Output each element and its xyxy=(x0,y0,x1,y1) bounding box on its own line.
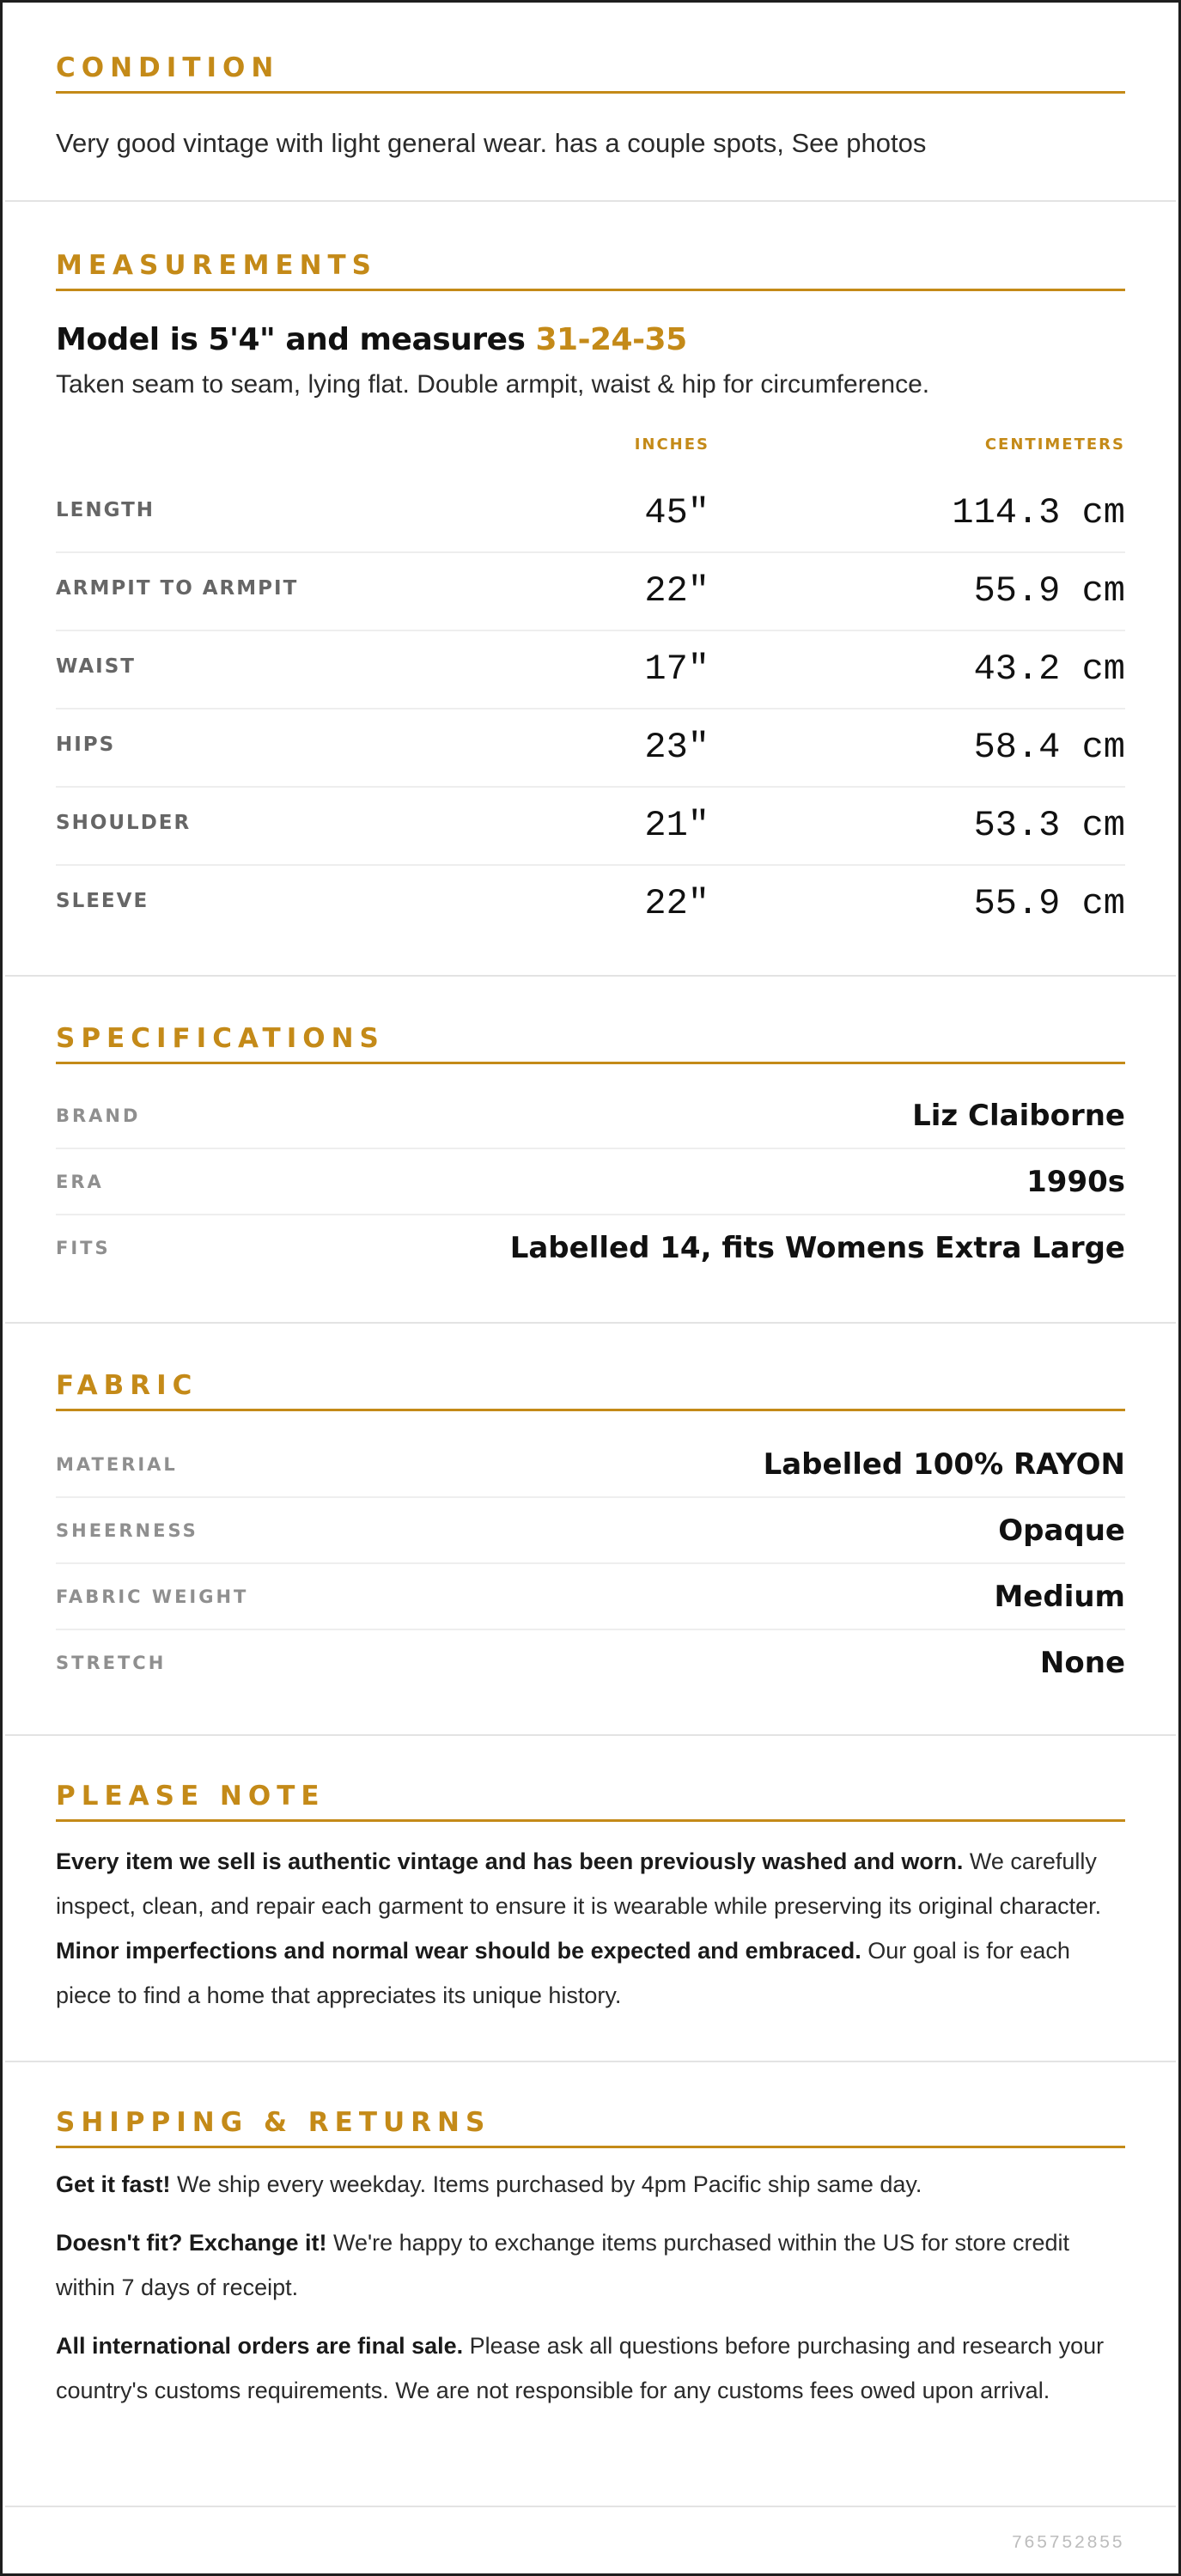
shipping-fast-text: We ship every weekday. Items purchased by 4pm Pacific ship same day. xyxy=(170,2171,922,2197)
measurement-label: SHOULDER xyxy=(56,812,192,834)
fabric-label: STRETCH xyxy=(56,1653,167,1673)
measurement-row-length xyxy=(56,475,1125,553)
spec-value: Liz Claiborne xyxy=(912,1099,1125,1133)
shipping-fast-bold: Get it fast! xyxy=(56,2171,171,2197)
shipping-international-bold: All international orders are final sale. xyxy=(56,2333,464,2359)
spec-value: 1990s xyxy=(1026,1165,1125,1199)
measurement-row-shoulder xyxy=(56,788,1125,866)
condition-text: Very good vintage with light general wear. has a couple spots, See photos xyxy=(56,128,927,158)
col-header-inches: INCHES xyxy=(634,435,709,454)
fabric-row-material xyxy=(56,1432,1125,1498)
specifications-heading: SPECIFICATIONS xyxy=(56,1020,1125,1064)
fabric-value: Opaque xyxy=(998,1513,1125,1548)
measurement-inches: 45" xyxy=(644,492,709,533)
measurement-label: HIPS xyxy=(56,734,116,756)
measurement-cm: 58.4 cm xyxy=(973,727,1125,768)
measurement-label: WAIST xyxy=(56,655,136,678)
measurement-label: ARMPIT TO ARMPIT xyxy=(56,577,299,600)
please-note-text-1: We carefully inspect, clean, and repair each garment to ensure it is wearable while preserving its original character. xyxy=(56,1848,1102,1919)
spec-label: ERA xyxy=(56,1172,104,1192)
spec-label: BRAND xyxy=(56,1105,141,1126)
condition-section xyxy=(5,3,1176,202)
measurement-inches: 22" xyxy=(644,570,709,612)
measurement-cm: 55.9 cm xyxy=(973,883,1125,924)
model-numbers: 31-24-35 xyxy=(535,322,687,357)
measurement-row-hips xyxy=(56,709,1125,788)
please-note-section xyxy=(5,1736,1176,2062)
spec-value: Labelled 14, fits Womens Extra Large xyxy=(509,1231,1125,1265)
measurement-inches: 17" xyxy=(644,649,709,690)
shipping-fast xyxy=(56,2162,1125,2207)
fabric-row-stretch xyxy=(56,1630,1125,1696)
measurement-inches: 23" xyxy=(644,727,709,768)
measurements-heading: MEASUREMENTS xyxy=(56,247,1125,291)
measurement-label: LENGTH xyxy=(56,499,155,521)
model-prefix: Model is 5'4" and measures xyxy=(56,322,536,357)
shipping-heading: SHIPPING & RETURNS xyxy=(56,2104,1125,2148)
measurement-cm: 114.3 cm xyxy=(952,492,1125,533)
fabric-value: Medium xyxy=(994,1580,1125,1614)
measurement-inches: 22" xyxy=(644,883,709,924)
measurement-row-armpit xyxy=(56,553,1125,631)
please-note-bold-1: Every item we sell is authentic vintage and has been previously washed and worn. xyxy=(56,1848,964,1874)
shipping-exchange xyxy=(56,2220,1125,2310)
shipping-international-text: Please ask all questions before purchasing and research your country's customs requirements. We are not responsible for any customs fees owed upon arrival. xyxy=(56,2333,1105,2403)
measurements-note: Taken seam to seam, lying flat. Double armpit, waist & hip for circumference. xyxy=(56,370,930,399)
spec-label: FITS xyxy=(56,1238,111,1258)
fabric-value: Labelled 100% RAYON xyxy=(763,1447,1125,1482)
spec-row-brand xyxy=(56,1083,1125,1149)
fabric-row-weight xyxy=(56,1564,1125,1630)
measurement-row-waist xyxy=(56,631,1125,709)
model-measurements xyxy=(56,322,687,357)
measurement-inches: 21" xyxy=(644,805,709,846)
measurements-section xyxy=(5,202,1176,977)
shipping-international xyxy=(56,2323,1125,2413)
measurement-cm: 43.2 cm xyxy=(973,649,1125,690)
shipping-exchange-text: We're happy to exchange items purchased within the US for store credit within 7 days of receipt. xyxy=(56,2230,1070,2300)
shipping-section xyxy=(5,2062,1176,2507)
condition-heading: CONDITION xyxy=(56,49,1125,94)
please-note-text-2: Our goal is for each piece to find a home that appreciates its unique history. xyxy=(56,1938,1070,2008)
fabric-label: SHEERNESS xyxy=(56,1520,198,1541)
footer xyxy=(5,2507,1176,2576)
spec-row-fits xyxy=(56,1215,1125,1282)
please-note-bold-2: Minor imperfections and normal wear should be expected and embraced. xyxy=(56,1938,861,1964)
fabric-label: FABRIC WEIGHT xyxy=(56,1586,249,1607)
please-note-text xyxy=(56,1839,1125,2018)
specifications-section xyxy=(5,977,1176,1324)
fabric-section xyxy=(5,1324,1176,1736)
fabric-label: MATERIAL xyxy=(56,1454,178,1475)
please-note-heading: PLEASE NOTE xyxy=(56,1777,1125,1822)
measurement-row-sleeve xyxy=(56,866,1125,944)
shipping-exchange-bold: Doesn't fit? Exchange it! xyxy=(56,2230,327,2256)
fabric-heading: FABRIC xyxy=(56,1367,1125,1411)
col-header-centimeters: CENTIMETERS xyxy=(984,435,1125,454)
measurement-cm: 53.3 cm xyxy=(973,805,1125,846)
measurement-cm: 55.9 cm xyxy=(973,570,1125,612)
fabric-row-sheerness xyxy=(56,1498,1125,1564)
measurement-label: SLEEVE xyxy=(56,890,149,912)
sku-number: 765752855 xyxy=(1011,2534,1124,2554)
spec-row-era xyxy=(56,1149,1125,1215)
fabric-value: None xyxy=(1039,1646,1125,1680)
